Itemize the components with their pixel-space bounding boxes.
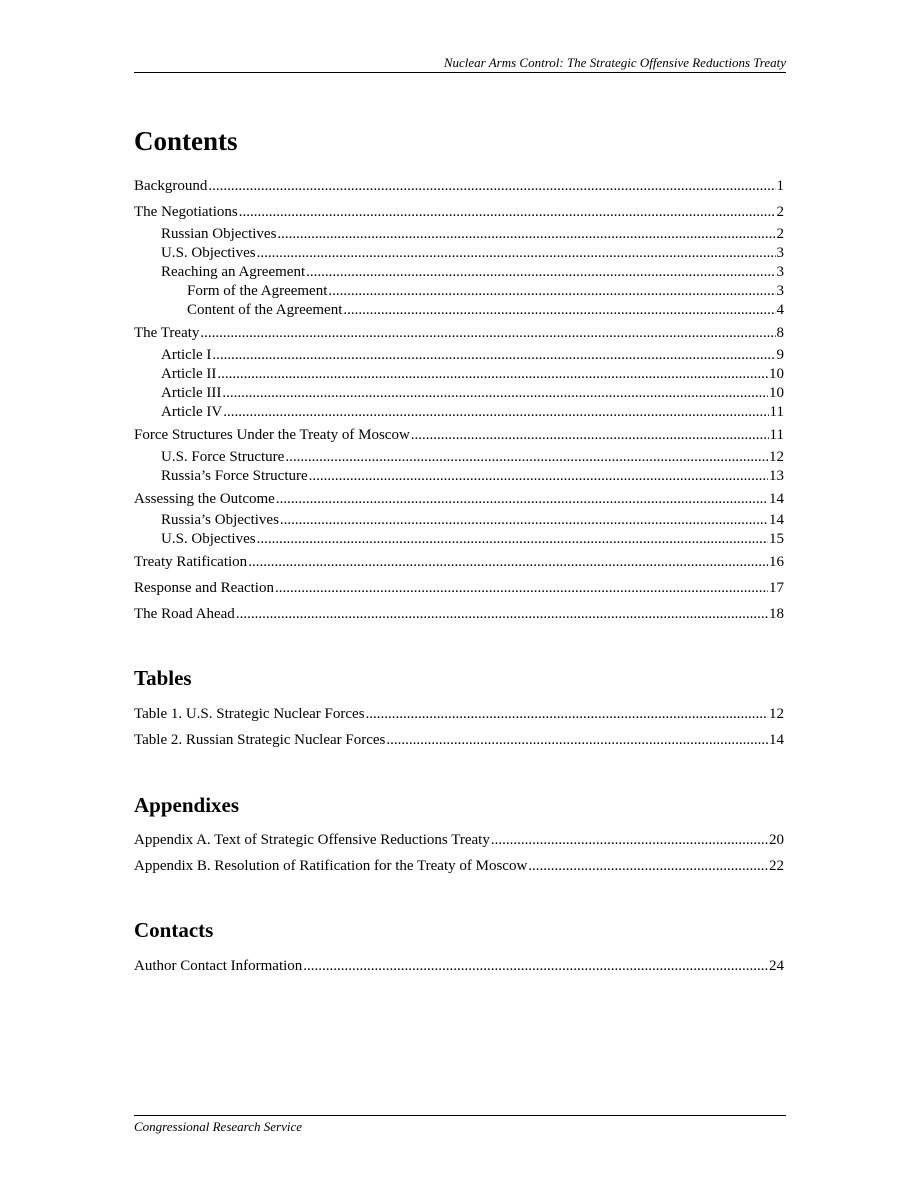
toc-entry-us-objectives[interactable] — [134, 244, 784, 263]
dot-leader — [212, 346, 775, 365]
toc-entry-label: The Negotiations — [134, 204, 238, 220]
appendixes-heading: Appendixes — [134, 793, 240, 817]
toc-entry-page: 24 — [769, 958, 784, 974]
toc-entry-russian-objectives[interactable] — [134, 225, 784, 244]
toc-entry-page: 11 — [769, 404, 784, 420]
toc-entry-page: 12 — [769, 449, 784, 465]
toc-entry-label: The Treaty — [134, 325, 200, 341]
toc-entry-treaty-ratification[interactable] — [134, 553, 784, 572]
toc-entry-article-iv[interactable] — [134, 403, 784, 422]
contents-heading: Contents — [134, 126, 238, 156]
dot-leader — [309, 467, 768, 486]
toc-entry-label: Force Structures Under the Treaty of Moscow — [134, 427, 410, 443]
toc-entry-background[interactable] — [134, 177, 784, 196]
toc-entry-label: U.S. Objectives — [161, 245, 256, 261]
dot-leader — [239, 203, 776, 222]
running-footer: Congressional Research Service — [134, 1119, 302, 1134]
dot-leader — [257, 530, 768, 549]
toc-entry-page: 3 — [776, 264, 784, 280]
toc-entry-label: Author Contact Information — [134, 958, 303, 974]
toc-entry-page: 22 — [769, 858, 784, 874]
header-rule — [134, 72, 786, 73]
toc-entry-label: U.S. Force Structure — [161, 449, 285, 465]
toc-entry-page: 11 — [769, 427, 784, 443]
footer-rule — [134, 1115, 786, 1116]
toc-entry-page: 20 — [769, 832, 784, 848]
toc-entry-page: 2 — [776, 204, 784, 220]
toc-entry-label: Article IV — [161, 404, 223, 420]
toc-entry-assessing-the-outcome[interactable] — [134, 490, 784, 509]
toc-entry-table-2[interactable] — [134, 731, 784, 750]
toc-entry-article-i[interactable] — [134, 346, 784, 365]
toc-entry-label: Article I — [161, 347, 212, 363]
dot-leader — [386, 731, 768, 750]
dot-leader — [222, 384, 768, 403]
dot-leader — [248, 553, 768, 572]
dot-leader — [528, 857, 768, 876]
toc-entry-label: Appendix A. Text of Strategic Offensive Reductions Treaty — [134, 832, 490, 848]
toc-entry-page: 14 — [769, 512, 784, 528]
toc-entry-label: Article II — [161, 366, 217, 382]
toc-entry-the-road-ahead[interactable] — [134, 605, 784, 624]
toc-entry-the-treaty[interactable] — [134, 324, 784, 343]
toc-entry-page: 14 — [769, 732, 784, 748]
running-header: Nuclear Arms Control: The Strategic Offensive Reductions Treaty — [443, 55, 786, 70]
dot-leader — [285, 448, 768, 467]
toc-entry-author-contact[interactable] — [134, 957, 784, 976]
dot-leader — [343, 301, 775, 320]
toc-entry-page: 15 — [769, 531, 784, 547]
toc-entry-us-force-structure[interactable] — [134, 448, 784, 467]
dot-leader — [306, 263, 775, 282]
dot-leader — [366, 705, 768, 724]
toc-entry-page: 18 — [769, 606, 784, 622]
dot-leader — [277, 225, 775, 244]
toc-entry-page: 12 — [769, 706, 784, 722]
toc-entry-content-of-the-agreement[interactable] — [134, 301, 784, 320]
toc-entry-response-and-reaction[interactable] — [134, 579, 784, 598]
toc-entry-the-negotiations[interactable] — [134, 203, 784, 222]
toc-entry-appendix-b[interactable] — [134, 857, 784, 876]
toc-entry-label: Article III — [161, 385, 222, 401]
contacts-heading: Contacts — [134, 918, 214, 942]
toc-entry-label: Appendix B. Resolution of Ratification for the Treaty of Moscow — [134, 858, 528, 874]
toc-entry-label: Reaching an Agreement — [161, 264, 306, 280]
toc-entry-label: Response and Reaction — [134, 580, 274, 596]
dot-leader — [328, 282, 775, 301]
dot-leader — [303, 957, 768, 976]
toc-entry-force-structures[interactable] — [134, 426, 784, 445]
toc-entry-label: Content of the Agreement — [187, 302, 343, 318]
dot-leader — [208, 177, 775, 196]
toc-entry-page: 2 — [776, 226, 784, 242]
dot-leader — [275, 579, 768, 598]
dot-leader — [236, 605, 768, 624]
toc-entry-label: Assessing the Outcome — [134, 491, 275, 507]
toc-entry-page: 8 — [776, 325, 784, 341]
toc-entry-page: 4 — [776, 302, 784, 318]
dot-leader — [411, 426, 769, 445]
dot-leader — [257, 244, 776, 263]
toc-entry-label: Russia’s Force Structure — [161, 468, 308, 484]
toc-entry-page: 10 — [769, 385, 784, 401]
toc-entry-appendix-a[interactable] — [134, 831, 784, 850]
toc-entry-page: 3 — [776, 245, 784, 261]
toc-entry-label: Table 1. U.S. Strategic Nuclear Forces — [134, 706, 365, 722]
toc-entry-page: 3 — [776, 283, 784, 299]
dot-leader — [280, 511, 768, 530]
toc-entry-article-iii[interactable] — [134, 384, 784, 403]
toc-entry-page: 10 — [769, 366, 784, 382]
toc-entry-page: 13 — [769, 468, 784, 484]
toc-entry-table-1[interactable] — [134, 705, 784, 724]
toc-entry-page: 9 — [776, 347, 784, 363]
toc-entry-label: Form of the Agreement — [187, 283, 328, 299]
toc-entry-article-ii[interactable] — [134, 365, 784, 384]
toc-entry-russias-force-structure[interactable] — [134, 467, 784, 486]
toc-entry-label: Russia’s Objectives — [161, 512, 279, 528]
toc-entry-label: U.S. Objectives — [161, 531, 256, 547]
toc-entry-us-objectives-2[interactable] — [134, 530, 784, 549]
toc-entry-form-of-the-agreement[interactable] — [134, 282, 784, 301]
toc-entry-page: 17 — [769, 580, 784, 596]
dot-leader — [200, 324, 775, 343]
toc-entry-russias-objectives[interactable] — [134, 511, 784, 530]
dot-leader — [491, 831, 768, 850]
dot-leader — [217, 365, 768, 384]
toc-entry-label: The Road Ahead — [134, 606, 235, 622]
toc-entry-label: Background — [134, 178, 208, 194]
toc-entry-label: Russian Objectives — [161, 226, 277, 242]
dot-leader — [276, 490, 768, 509]
toc-entry-label: Table 2. Russian Strategic Nuclear Forces — [134, 732, 386, 748]
toc-entry-label: Treaty Ratification — [134, 554, 248, 570]
toc-entry-reaching-an-agreement[interactable] — [134, 263, 784, 282]
toc-entry-page: 16 — [769, 554, 784, 570]
dot-leader — [223, 403, 768, 422]
toc-entry-page: 1 — [776, 178, 784, 194]
toc-entry-page: 14 — [769, 491, 784, 507]
tables-heading: Tables — [134, 666, 192, 690]
